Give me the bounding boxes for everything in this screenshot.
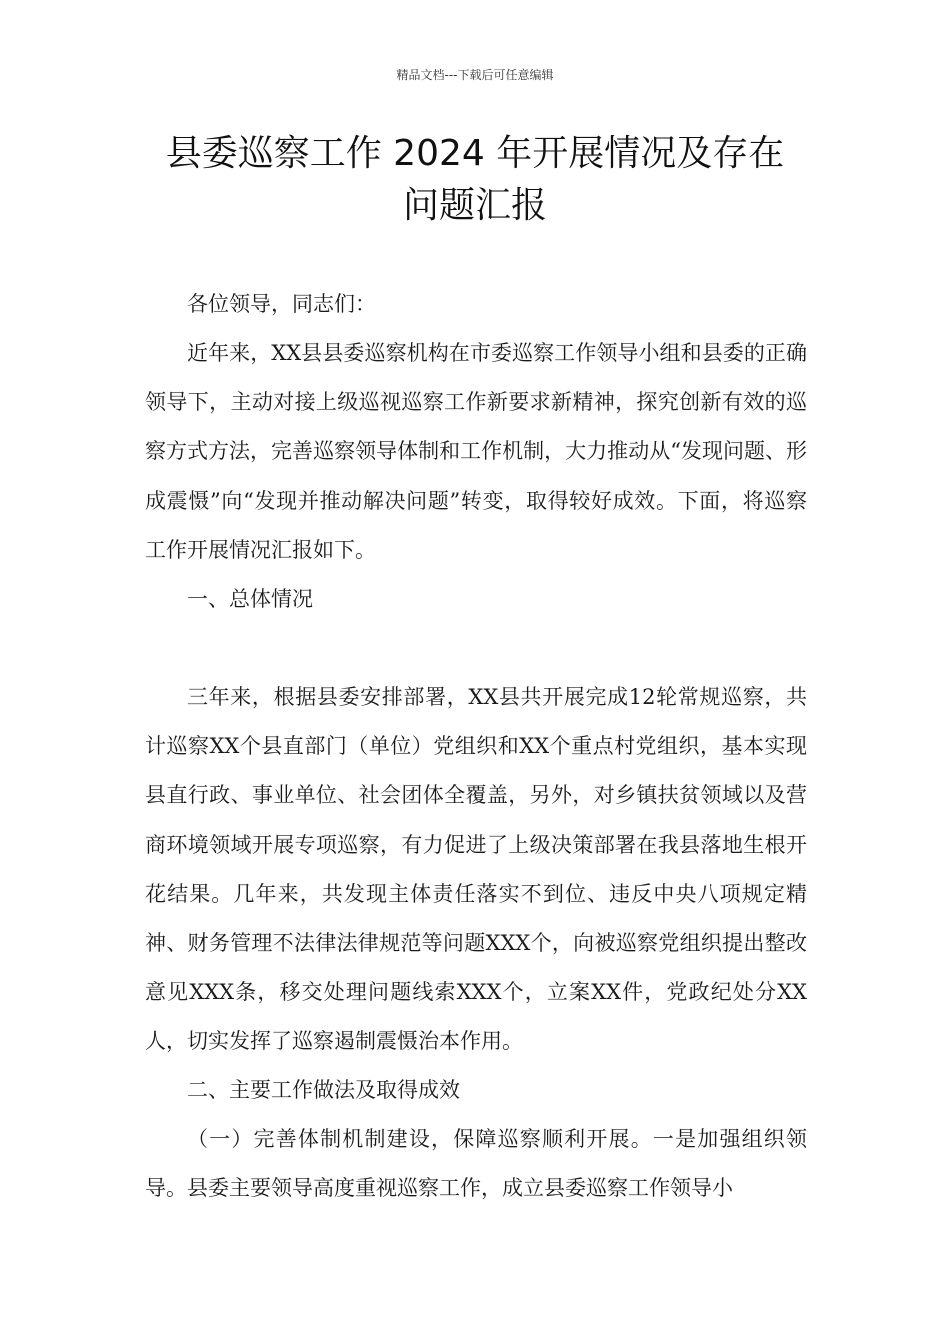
header-note: 精品文档---下载后可任意编辑 [396,68,554,82]
title-line-2: 问题汇报 [402,185,547,226]
section-heading-overview: 一、总体情况 [187,587,313,611]
paragraph-mechanism: （一）完善体制机制建设，保障巡察顺利开展。一是加强组织领导。县委主要领导高度重视巡察工作，成立县委巡察工作领导小 [145,1127,807,1201]
salutation: 各位领导，同志们： [187,292,376,316]
title-line-1: 县委巡察工作 2024 年开展情况及存在 [165,133,785,174]
section-heading-main-work: 二、主要工作做法及取得成效 [187,1078,460,1102]
document-title [100,128,850,232]
paragraph-intro: 近年来，XX县县委巡察机构在市委巡察工作领导小组和县委的正确领导下，主动对接上级巡视巡察工作新要求新精神，探究创新有效的巡察方式方法，完善巡察领导体制和工作机制，大力推动从“发现问题、形成震慑”向“发现并推动解决问题”转变，取得较好成效。下面，将巡察工作开展情况汇报如下。 [145,341,807,562]
paragraph-overview: 三年来，根据县委安排部署，XX县共开展完成12轮常规巡察，共计巡察XX个县直部门（单位）党组织和XX个重点村党组织，基本实现县直行政、事业单位、社会团体全覆盖，另外，对乡镇扶贫领域以及营商环境领域开展专项巡察，有力促进了上级决策部署在我县落地生根开花结果。几年来，共发现主体责任落实不到位、违反中央八项规定精神、财务管理不法律法律规范等问题XXX个，向被巡察党组织提出整改意见XXX条，移交处理问题线索XXX个，立案XX件，党政纪处分XX人，切实发挥了巡察遏制震慑治本作用。 [145,685,807,1054]
